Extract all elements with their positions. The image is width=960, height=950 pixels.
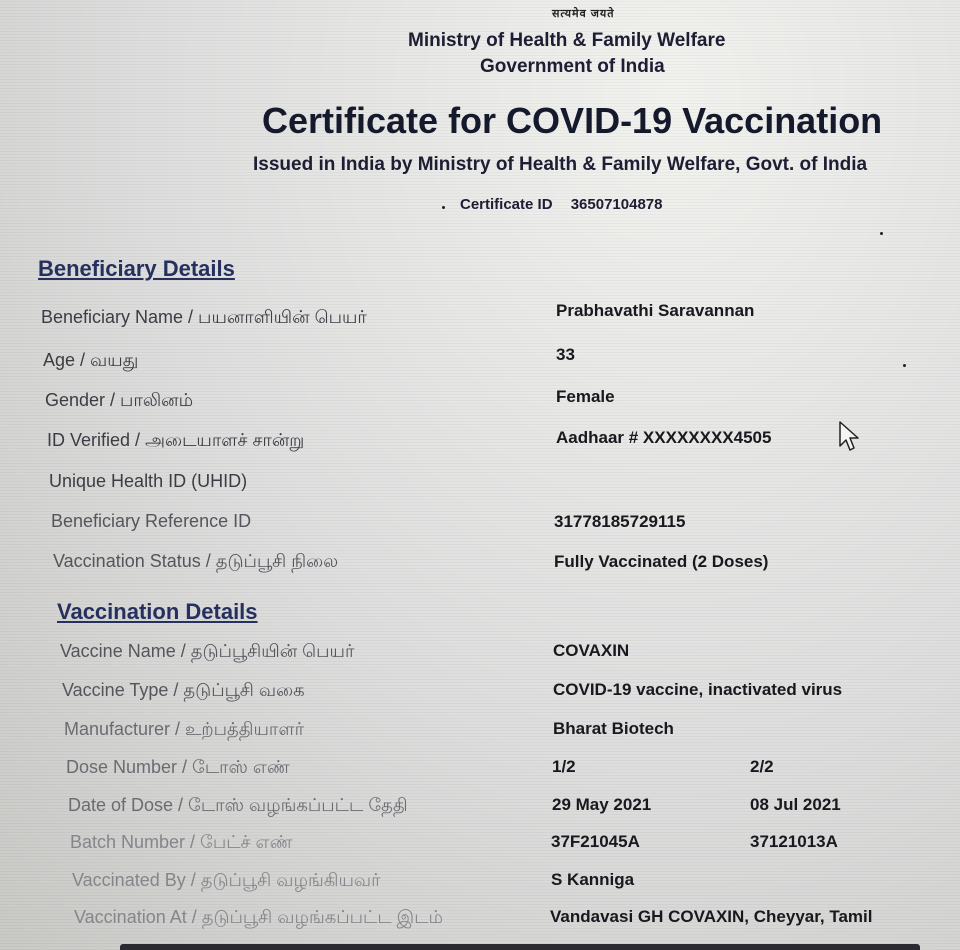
row-value: 33 — [556, 345, 575, 364]
row-label: Date of Dose / டோஸ் வழங்கப்பட்ட தேதி — [68, 795, 408, 815]
beneficiary-row-uhid — [0, 471, 960, 501]
vaccination-row-vaccine-name — [0, 641, 960, 671]
government-name: Government of India — [480, 56, 665, 77]
beneficiary-row-id-verified — [0, 430, 960, 460]
mouse-pointer-icon — [838, 420, 860, 454]
row-label: Age / வயது — [43, 350, 139, 370]
beneficiary-row-vaccination-status — [0, 551, 960, 581]
vaccination-row-vaccine-type — [0, 680, 960, 710]
vaccination-row-date-of-dose — [0, 795, 960, 825]
row-value: Aadhaar # XXXXXXXX4505 — [556, 428, 772, 447]
row-value: Vandavasi GH COVAXIN, Cheyyar, Tamil — [550, 907, 873, 926]
ministry-name: Ministry of Health & Family Welfare — [408, 30, 726, 51]
row-value: Female — [556, 387, 615, 406]
row-label: Batch Number / பேட்ச் எண் — [70, 832, 293, 852]
row-value: COVID-19 vaccine, inactivated virus — [553, 680, 843, 699]
row-label: Vaccination At / தடுப்பூசி வழங்கப்பட்ட இடம் — [74, 907, 443, 927]
row-value: Prabhavathi Saravannan — [556, 301, 755, 320]
certificate-id-row — [460, 196, 662, 213]
row-value: COVAXIN — [553, 641, 630, 660]
row-value: Fully Vaccinated (2 Doses) — [554, 552, 769, 571]
certificate-title: Certificate for COVID-19 Vaccination — [262, 100, 883, 141]
vaccination-row-manufacturer — [0, 719, 960, 749]
beneficiary-section-title: Beneficiary Details — [38, 256, 235, 281]
row-value: Bharat Biotech — [553, 719, 674, 738]
row-value-dose-2: 2/2 — [750, 757, 774, 776]
row-value: 31778185729115 — [554, 512, 686, 531]
row-label: Gender / பாலினம் — [45, 390, 194, 410]
vaccination-row-vaccinated-by — [0, 870, 960, 900]
beneficiary-row-gender — [0, 387, 960, 420]
vaccination-row-batch-number — [0, 832, 960, 862]
row-value-dose-1: 29 May 2021 — [552, 795, 652, 814]
screen-speck — [442, 206, 445, 209]
row-value: S Kanniga — [551, 870, 635, 889]
row-label: Manufacturer / உற்பத்தியாளர் — [64, 719, 304, 739]
certificate-id-value: 36507104878 — [570, 196, 663, 213]
row-label: Vaccinated By / தடுப்பூசி வழங்கியவர் — [72, 870, 381, 890]
state-emblem-text: सत्यमेव जयते — [552, 8, 615, 20]
row-label: Dose Number / டோஸ் எண் — [66, 757, 290, 777]
row-label: Beneficiary Reference ID — [51, 511, 252, 531]
row-value-dose-1: 1/2 — [552, 757, 576, 776]
row-value-dose-2: 08 Jul 2021 — [750, 795, 841, 814]
row-label: Unique Health ID (UHID) — [49, 471, 248, 491]
screen-speck — [880, 232, 883, 235]
vaccination-row-vaccination-at — [0, 907, 960, 937]
row-label: Vaccine Name / தடுப்பூசியின் பெயர் — [60, 641, 355, 661]
row-label: ID Verified / அடையாளச் சான்று — [47, 430, 305, 450]
beneficiary-row-age — [0, 345, 960, 380]
row-value-dose-1: 37F21045A — [551, 832, 640, 851]
beneficiary-row-name — [0, 301, 960, 337]
row-label: Vaccine Type / தடுப்பூசி வகை — [62, 680, 305, 700]
certificate-id-label: Certificate ID — [460, 196, 553, 213]
monitor-bezel-edge — [120, 944, 920, 950]
screen-speck — [903, 364, 906, 367]
row-label: Vaccination Status / தடுப்பூசி நிலை — [53, 551, 339, 571]
issued-by-line: Issued in India by Ministry of Health & Family Welfare, Govt. of India — [253, 154, 868, 175]
vaccination-section-title: Vaccination Details — [57, 599, 258, 624]
vaccination-row-dose-number — [0, 757, 960, 787]
beneficiary-row-reference-id — [0, 511, 960, 541]
row-value-dose-2: 37121013A — [750, 832, 838, 851]
row-label: Beneficiary Name / பயனாளியின் பெயர் — [41, 307, 367, 327]
